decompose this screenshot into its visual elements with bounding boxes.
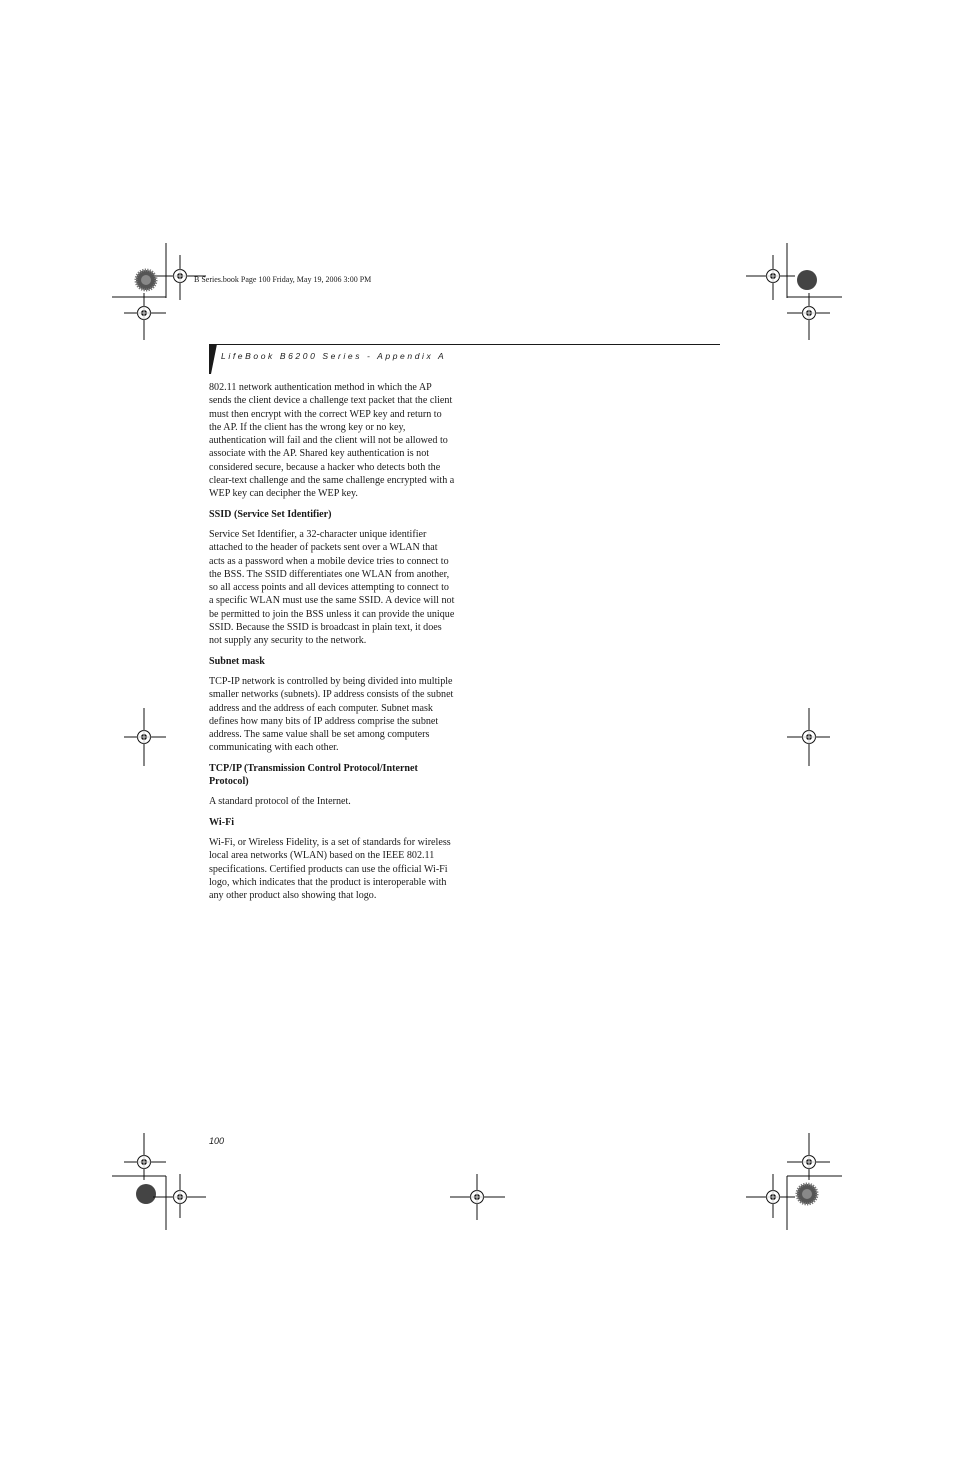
heading-ssid: SSID (Service Set Identifier) [209,508,332,520]
paragraph-tcpip: A standard protocol of the Internet. [209,796,351,808]
heading-wifi: Wi-Fi [209,816,235,828]
body-column [209,381,455,909]
header-rule [212,344,720,345]
running-header: LifeBook B6200 Series - Appendix A [221,351,447,361]
paragraph-subnet-mask: TCP-IP network is controlled by being divided into multiple smaller networks (subnets). IP address consists of the subnet address and the address of each computer. Subnet mask defines how many bits of IP address comprise the subnet address. The same value shall be set among computers communicating with each other. [209,675,454,754]
paragraph-ssid: Service Set Identifier, a 32-character unique identifier attached to the header of packets sent over a WLAN that acts as a password when a mobile device tries to connect to the BSS. The SSID differentiates one WLAN from another, so all access points and all devices attempting to connect to a specific WLAN must use the same SSID. A device will not be permitted to join the BSS unless it can provide the unique SSID. Because the SSID is broadcast in plain text, it does not supply any security to the network. [209,528,455,647]
header-wedge-mark [209,344,217,374]
paragraph-wifi: Wi-Fi, or Wireless Fidelity, is a set of standards for wireless local area networks (WLAN) based on the IEEE 802.11 specifications. Certified products can use the official Wi-Fi logo, which indicates that the product is interoperable with any other product also showing that logo. [209,836,451,902]
page-number: 100 [209,1136,225,1146]
print-slug: B Series.book Page 100 Friday, May 19, 2006 3:00 PM [194,275,372,284]
paragraph-shared-key: 802.11 network authentication method in which the AP sends the client device a challenge text packet that the client must then encrypt with the correct WEP key and return to the AP. If the client has the wrong key or no key, authentication will fail and the client will not be allowed to associate with the AP. Shared key authentication is not considered secure, because a hacker who detects both the clear-text challenge and the same challenge encrypted with a WEP key can decipher the WEP key. [209,382,455,500]
heading-tcpip: TCP/IP (Transmission Control Protocol/Internet Protocol) [209,762,418,788]
heading-subnet-mask: Subnet mask [209,655,265,667]
